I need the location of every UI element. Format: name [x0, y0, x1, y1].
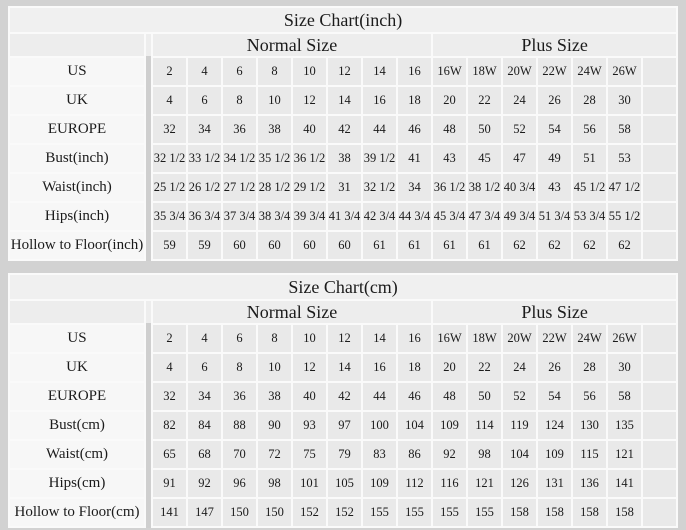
size-value-cell: 112: [398, 470, 431, 497]
size-value-cell: 70: [223, 441, 256, 468]
size-value-cell: 42: [328, 116, 361, 143]
size-value-cell: 25 1/2: [153, 174, 186, 201]
size-value-cell: 18: [398, 87, 431, 114]
size-value-cell: 109: [363, 470, 396, 497]
corner-cell: [10, 34, 144, 56]
size-value-cell: 65: [153, 441, 186, 468]
size-value-cell: 36 3/4: [188, 203, 221, 230]
column-gap: [146, 301, 151, 323]
column-gap: [146, 145, 151, 172]
size-value-cell: 14: [363, 58, 396, 85]
row-label: US: [10, 325, 144, 352]
size-value-cell: 141: [608, 470, 641, 497]
size-value-cell: 158: [503, 499, 536, 526]
size-value-cell: 88: [223, 412, 256, 439]
size-value-cell: 60: [293, 232, 326, 259]
column-gap: [146, 499, 151, 526]
size-value-cell: 56: [573, 383, 606, 410]
size-value-cell: 20: [433, 87, 466, 114]
size-value-cell: 34: [188, 383, 221, 410]
size-value-cell: 62: [608, 232, 641, 259]
size-value-cell: 90: [258, 412, 291, 439]
row-label: UK: [10, 354, 144, 381]
size-value-cell: 119: [503, 412, 536, 439]
table-row: [10, 383, 676, 410]
row-label: Bust(inch): [10, 145, 144, 172]
group-header-row: [10, 301, 676, 323]
size-value-cell: 16: [363, 354, 396, 381]
size-value-cell: 27 1/2: [223, 174, 256, 201]
size-value-cell: 32 1/2: [153, 145, 186, 172]
size-value-cell: 28: [573, 354, 606, 381]
size-value-cell: 32: [153, 383, 186, 410]
filler-cell: [643, 174, 676, 201]
size-value-cell: 12: [328, 325, 361, 352]
size-value-cell: 22W: [538, 325, 571, 352]
size-value-cell: 10: [293, 58, 326, 85]
size-value-cell: 40 3/4: [503, 174, 536, 201]
size-value-cell: 141: [153, 499, 186, 526]
size-value-cell: 150: [258, 499, 291, 526]
table-row: [10, 145, 676, 172]
size-value-cell: 52: [503, 383, 536, 410]
size-value-cell: 39 1/2: [363, 145, 396, 172]
size-value-cell: 8: [258, 325, 291, 352]
size-value-cell: 92: [188, 470, 221, 497]
size-value-cell: 24: [503, 87, 536, 114]
table-title: Size Chart(cm): [10, 275, 676, 299]
size-value-cell: 62: [503, 232, 536, 259]
size-value-cell: 96: [223, 470, 256, 497]
size-charts-page: [8, 6, 678, 528]
table-row: [10, 412, 676, 439]
size-value-cell: 24W: [573, 325, 606, 352]
size-value-cell: 61: [398, 232, 431, 259]
size-value-cell: 18W: [468, 58, 501, 85]
size-value-cell: 147: [188, 499, 221, 526]
table-title-row: [10, 8, 676, 32]
size-value-cell: 36: [223, 116, 256, 143]
size-value-cell: 109: [538, 441, 571, 468]
size-value-cell: 155: [398, 499, 431, 526]
table-row: [10, 232, 676, 259]
size-value-cell: 50: [468, 383, 501, 410]
column-gap: [146, 412, 151, 439]
size-value-cell: 104: [503, 441, 536, 468]
size-value-cell: 158: [608, 499, 641, 526]
filler-cell: [643, 441, 676, 468]
size-value-cell: 92: [433, 441, 466, 468]
size-value-cell: 54: [538, 383, 571, 410]
size-value-cell: 38: [258, 383, 291, 410]
group-header-plus-size: Plus Size: [433, 34, 676, 56]
row-label: Waist(cm): [10, 441, 144, 468]
size-value-cell: 136: [573, 470, 606, 497]
filler-cell: [643, 87, 676, 114]
size-value-cell: 124: [538, 412, 571, 439]
group-header-normal-size: Normal Size: [153, 34, 431, 56]
row-label: Hips(cm): [10, 470, 144, 497]
size-value-cell: 126: [503, 470, 536, 497]
size-value-cell: 44 3/4: [398, 203, 431, 230]
column-gap: [146, 58, 151, 85]
size-value-cell: 2: [153, 325, 186, 352]
size-value-cell: 6: [188, 354, 221, 381]
size-value-cell: 121: [468, 470, 501, 497]
row-label: Hollow to Floor(cm): [10, 499, 144, 526]
filler-cell: [643, 232, 676, 259]
row-label: EUROPE: [10, 116, 144, 143]
size-value-cell: 52: [503, 116, 536, 143]
size-value-cell: 104: [398, 412, 431, 439]
size-value-cell: 101: [293, 470, 326, 497]
row-label: Waist(inch): [10, 174, 144, 201]
size-value-cell: 22: [468, 87, 501, 114]
size-value-cell: 75: [293, 441, 326, 468]
size-value-cell: 8: [223, 354, 256, 381]
size-value-cell: 93: [293, 412, 326, 439]
size-value-cell: 36 1/2: [293, 145, 326, 172]
size-value-cell: 55 1/2: [608, 203, 641, 230]
size-value-cell: 43: [433, 145, 466, 172]
table-row: [10, 499, 676, 526]
size-value-cell: 40: [293, 116, 326, 143]
size-value-cell: 42: [328, 383, 361, 410]
size-value-cell: 105: [328, 470, 361, 497]
column-gap: [146, 325, 151, 352]
size-value-cell: 18: [398, 354, 431, 381]
column-gap: [146, 383, 151, 410]
size-value-cell: 45: [468, 145, 501, 172]
size-value-cell: 38: [328, 145, 361, 172]
group-header-row: [10, 34, 676, 56]
size-value-cell: 98: [258, 470, 291, 497]
size-value-cell: 6: [223, 325, 256, 352]
column-gap: [146, 470, 151, 497]
size-value-cell: 60: [223, 232, 256, 259]
size-value-cell: 36 1/2: [433, 174, 466, 201]
size-value-cell: 2: [153, 58, 186, 85]
size-value-cell: 131: [538, 470, 571, 497]
size-value-cell: 83: [363, 441, 396, 468]
size-value-cell: 150: [223, 499, 256, 526]
size-value-cell: 47 1/2: [608, 174, 641, 201]
filler-cell: [643, 412, 676, 439]
size-value-cell: 35 1/2: [258, 145, 291, 172]
size-value-cell: 58: [608, 383, 641, 410]
size-value-cell: 51 3/4: [538, 203, 571, 230]
size-value-cell: 41 3/4: [328, 203, 361, 230]
size-value-cell: 60: [258, 232, 291, 259]
size-value-cell: 100: [363, 412, 396, 439]
size-value-cell: 26W: [608, 325, 641, 352]
size-value-cell: 6: [223, 58, 256, 85]
size-value-cell: 109: [433, 412, 466, 439]
filler-cell: [643, 58, 676, 85]
column-gap: [146, 203, 151, 230]
size-value-cell: 16W: [433, 325, 466, 352]
size-value-cell: 56: [573, 116, 606, 143]
size-value-cell: 51: [573, 145, 606, 172]
size-value-cell: 152: [293, 499, 326, 526]
size-value-cell: 43: [538, 174, 571, 201]
size-value-cell: 45 1/2: [573, 174, 606, 201]
size-value-cell: 24W: [573, 58, 606, 85]
size-value-cell: 44: [363, 383, 396, 410]
size-value-cell: 46: [398, 383, 431, 410]
size-value-cell: 36: [223, 383, 256, 410]
size-value-cell: 130: [573, 412, 606, 439]
size-chart-cm-table: [8, 273, 678, 528]
size-value-cell: 4: [188, 325, 221, 352]
size-value-cell: 61: [468, 232, 501, 259]
size-value-cell: 20W: [503, 58, 536, 85]
size-value-cell: 60: [328, 232, 361, 259]
size-value-cell: 53: [608, 145, 641, 172]
table-row: [10, 116, 676, 143]
size-value-cell: 12: [293, 87, 326, 114]
size-value-cell: 20W: [503, 325, 536, 352]
size-value-cell: 42 3/4: [363, 203, 396, 230]
size-value-cell: 26: [538, 354, 571, 381]
size-value-cell: 155: [363, 499, 396, 526]
size-value-cell: 62: [538, 232, 571, 259]
size-value-cell: 26W: [608, 58, 641, 85]
row-label: UK: [10, 87, 144, 114]
row-label: EUROPE: [10, 383, 144, 410]
size-value-cell: 16: [363, 87, 396, 114]
size-value-cell: 10: [258, 87, 291, 114]
size-value-cell: 26 1/2: [188, 174, 221, 201]
column-gap: [146, 441, 151, 468]
size-value-cell: 62: [573, 232, 606, 259]
filler-cell: [643, 325, 676, 352]
size-value-cell: 10: [293, 325, 326, 352]
size-value-cell: 79: [328, 441, 361, 468]
size-value-cell: 59: [153, 232, 186, 259]
size-value-cell: 14: [328, 354, 361, 381]
size-value-cell: 22: [468, 354, 501, 381]
size-value-cell: 41: [398, 145, 431, 172]
size-value-cell: 48: [433, 383, 466, 410]
row-label: Hollow to Floor(inch): [10, 232, 144, 259]
column-gap: [146, 34, 151, 56]
size-value-cell: 37 3/4: [223, 203, 256, 230]
size-value-cell: 18W: [468, 325, 501, 352]
column-gap: [146, 87, 151, 114]
size-value-cell: 14: [363, 325, 396, 352]
size-chart-inch-table: [8, 6, 678, 261]
size-value-cell: 97: [328, 412, 361, 439]
size-value-cell: 28 1/2: [258, 174, 291, 201]
row-label: US: [10, 58, 144, 85]
column-gap: [146, 232, 151, 259]
table-title-row: [10, 275, 676, 299]
filler-cell: [643, 499, 676, 526]
row-label: Bust(cm): [10, 412, 144, 439]
size-value-cell: 38: [258, 116, 291, 143]
table-title: Size Chart(inch): [10, 8, 676, 32]
column-gap: [146, 174, 151, 201]
size-value-cell: 53 3/4: [573, 203, 606, 230]
size-value-cell: 54: [538, 116, 571, 143]
size-value-cell: 59: [188, 232, 221, 259]
table-row: [10, 58, 676, 85]
size-value-cell: 33 1/2: [188, 145, 221, 172]
size-value-cell: 31: [328, 174, 361, 201]
row-label: Hips(inch): [10, 203, 144, 230]
size-value-cell: 26: [538, 87, 571, 114]
size-value-cell: 135: [608, 412, 641, 439]
size-value-cell: 30: [608, 354, 641, 381]
size-value-cell: 12: [293, 354, 326, 381]
size-value-cell: 35 3/4: [153, 203, 186, 230]
size-value-cell: 47: [503, 145, 536, 172]
size-value-cell: 82: [153, 412, 186, 439]
size-value-cell: 38 1/2: [468, 174, 501, 201]
size-value-cell: 8: [258, 58, 291, 85]
size-value-cell: 48: [433, 116, 466, 143]
size-value-cell: 84: [188, 412, 221, 439]
size-value-cell: 158: [573, 499, 606, 526]
filler-cell: [643, 145, 676, 172]
table-row: [10, 325, 676, 352]
size-value-cell: 34: [188, 116, 221, 143]
group-header-normal-size: Normal Size: [153, 301, 431, 323]
size-value-cell: 155: [468, 499, 501, 526]
table-row: [10, 87, 676, 114]
size-value-cell: 58: [608, 116, 641, 143]
filler-cell: [643, 116, 676, 143]
size-value-cell: 28: [573, 87, 606, 114]
size-value-cell: 46: [398, 116, 431, 143]
size-value-cell: 32 1/2: [363, 174, 396, 201]
size-value-cell: 24: [503, 354, 536, 381]
size-value-cell: 50: [468, 116, 501, 143]
size-value-cell: 44: [363, 116, 396, 143]
size-value-cell: 30: [608, 87, 641, 114]
size-value-cell: 45 3/4: [433, 203, 466, 230]
size-value-cell: 12: [328, 58, 361, 85]
size-value-cell: 121: [608, 441, 641, 468]
size-value-cell: 16: [398, 325, 431, 352]
size-value-cell: 68: [188, 441, 221, 468]
filler-cell: [643, 203, 676, 230]
size-value-cell: 61: [363, 232, 396, 259]
size-value-cell: 14: [328, 87, 361, 114]
size-value-cell: 86: [398, 441, 431, 468]
size-value-cell: 38 3/4: [258, 203, 291, 230]
filler-cell: [643, 470, 676, 497]
size-value-cell: 6: [188, 87, 221, 114]
size-value-cell: 115: [573, 441, 606, 468]
size-value-cell: 91: [153, 470, 186, 497]
size-value-cell: 16W: [433, 58, 466, 85]
size-value-cell: 10: [258, 354, 291, 381]
size-value-cell: 8: [223, 87, 256, 114]
table-row: [10, 203, 676, 230]
size-value-cell: 61: [433, 232, 466, 259]
size-value-cell: 32: [153, 116, 186, 143]
size-value-cell: 39 3/4: [293, 203, 326, 230]
filler-cell: [643, 383, 676, 410]
size-value-cell: 4: [188, 58, 221, 85]
size-value-cell: 29 1/2: [293, 174, 326, 201]
table-row: [10, 470, 676, 497]
size-value-cell: 49: [538, 145, 571, 172]
size-value-cell: 152: [328, 499, 361, 526]
size-value-cell: 114: [468, 412, 501, 439]
column-gap: [146, 354, 151, 381]
size-value-cell: 22W: [538, 58, 571, 85]
size-value-cell: 158: [538, 499, 571, 526]
size-value-cell: 98: [468, 441, 501, 468]
size-value-cell: 4: [153, 354, 186, 381]
size-value-cell: 49 3/4: [503, 203, 536, 230]
size-value-cell: 40: [293, 383, 326, 410]
column-gap: [146, 116, 151, 143]
size-value-cell: 116: [433, 470, 466, 497]
filler-cell: [643, 354, 676, 381]
corner-cell: [10, 301, 144, 323]
table-row: [10, 174, 676, 201]
table-row: [10, 441, 676, 468]
size-value-cell: 72: [258, 441, 291, 468]
size-value-cell: 155: [433, 499, 466, 526]
size-value-cell: 34 1/2: [223, 145, 256, 172]
size-value-cell: 20: [433, 354, 466, 381]
size-value-cell: 16: [398, 58, 431, 85]
group-header-plus-size: Plus Size: [433, 301, 676, 323]
size-value-cell: 47 3/4: [468, 203, 501, 230]
table-row: [10, 354, 676, 381]
size-value-cell: 34: [398, 174, 431, 201]
size-value-cell: 4: [153, 87, 186, 114]
